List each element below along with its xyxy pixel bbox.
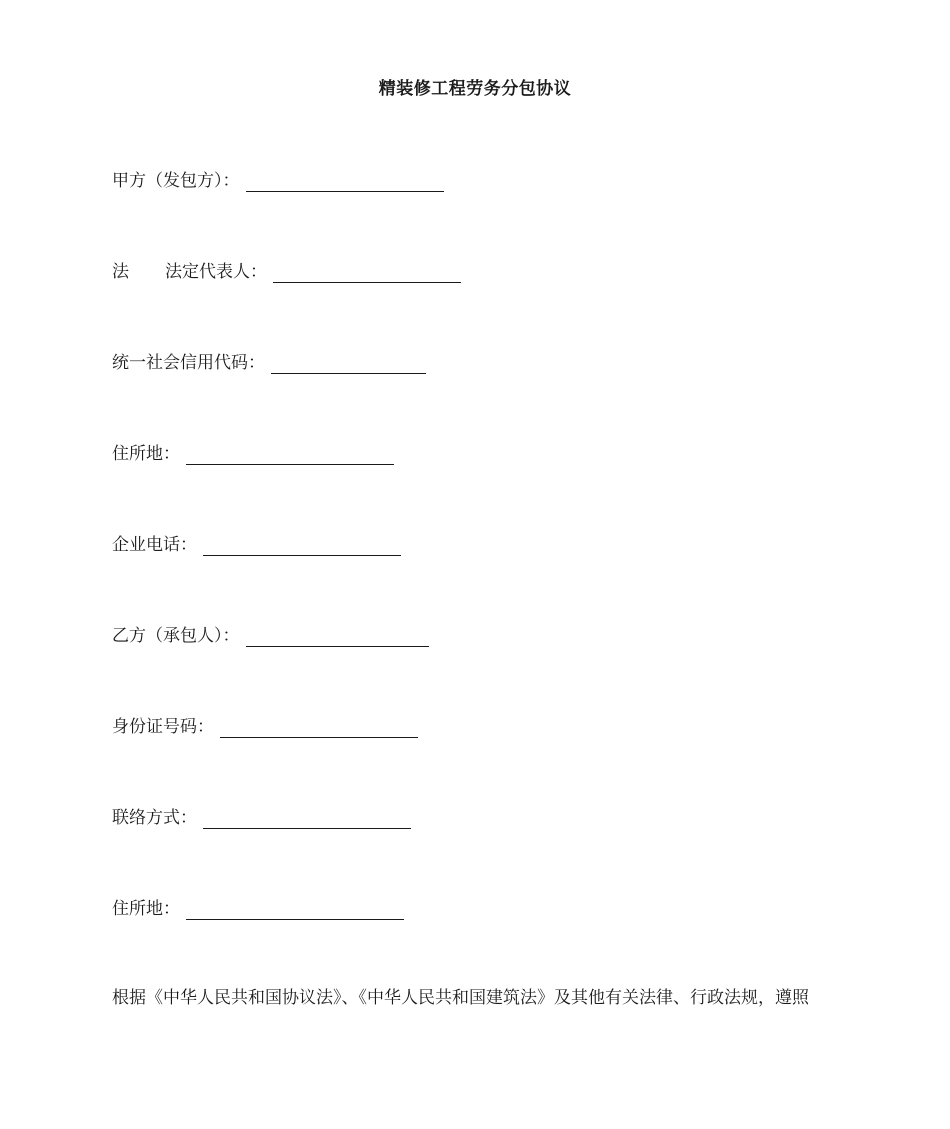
party-b-row bbox=[112, 623, 429, 647]
legal-rep-label: 法定代表人： bbox=[165, 262, 267, 282]
id-number-blank[interactable] bbox=[220, 717, 418, 738]
address-a-row bbox=[112, 441, 394, 465]
legal-rep-row bbox=[112, 259, 461, 283]
address-a-blank[interactable] bbox=[186, 444, 394, 465]
address-b-blank[interactable] bbox=[186, 899, 404, 920]
body-paragraph: 根据《中华人民共和国协议法》、《中华人民共和国建筑法》及其他有关法律、行政法规，遵照 bbox=[112, 988, 809, 1008]
address-a-label: 住所地： bbox=[112, 444, 180, 464]
id-number-row bbox=[112, 714, 418, 738]
party-a-label: 甲方（发包方）： bbox=[112, 171, 240, 191]
contact-label: 联络方式： bbox=[112, 808, 197, 828]
phone-label: 企业电话： bbox=[112, 535, 197, 555]
party-a-row bbox=[112, 168, 444, 192]
credit-code-label: 统一社会信用代码： bbox=[112, 353, 265, 373]
party-b-blank[interactable] bbox=[246, 626, 429, 647]
document-title: 精装修工程劳务分包协议 bbox=[378, 79, 572, 99]
id-number-label: 身份证号码： bbox=[112, 717, 214, 737]
phone-blank[interactable] bbox=[203, 535, 401, 556]
party-a-blank[interactable] bbox=[246, 171, 444, 192]
address-b-row bbox=[112, 896, 404, 920]
legal-rep-blank[interactable] bbox=[273, 262, 461, 283]
credit-code-blank[interactable] bbox=[271, 353, 426, 374]
phone-row bbox=[112, 532, 401, 556]
contact-row bbox=[112, 805, 411, 829]
credit-code-row bbox=[112, 350, 426, 374]
party-b-label: 乙方（承包人）： bbox=[112, 626, 240, 646]
legal-rep-prefix: 法 bbox=[112, 262, 129, 282]
address-b-label: 住所地： bbox=[112, 899, 180, 919]
contact-blank[interactable] bbox=[203, 808, 411, 829]
